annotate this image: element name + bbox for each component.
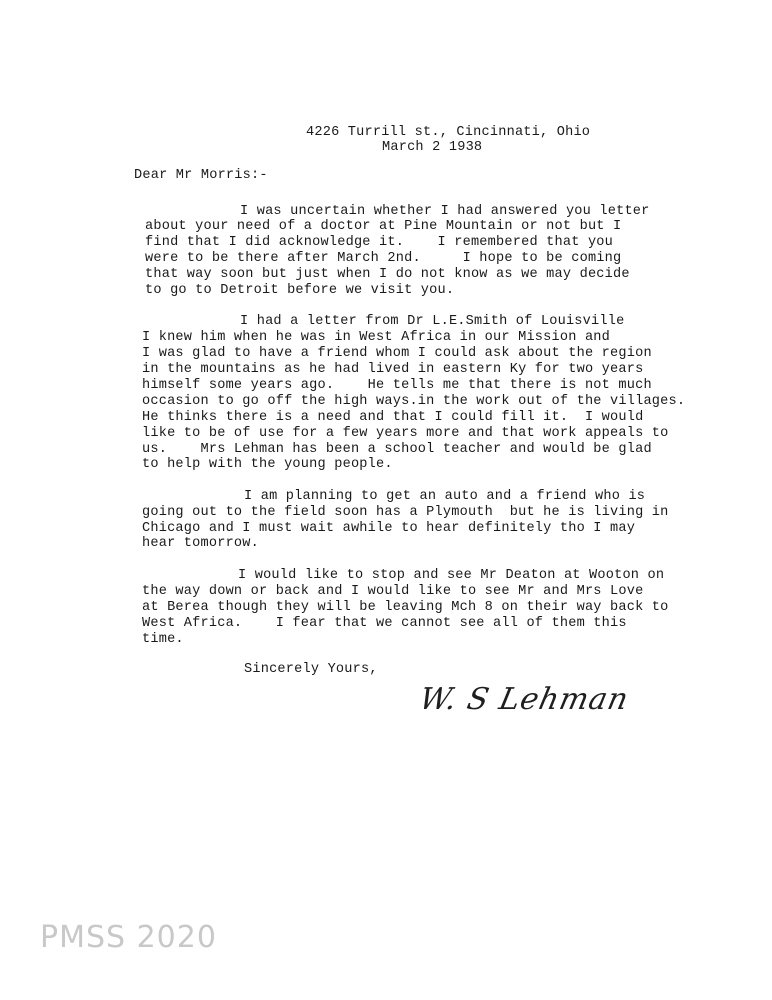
paragraph-1-line: that way soon but just when I do not know as we may decide	[145, 267, 630, 282]
paragraph-3-line: going out to the field soon has a Plymouth but he is living in	[142, 505, 669, 520]
handwritten-signature: W. S Lehman	[416, 682, 633, 717]
paragraph-1-line: find that I did acknowledge it. I remembered that you	[145, 235, 614, 250]
paragraph-3-line: I am planning to get an auto and a friend who is	[244, 489, 646, 504]
paragraph-3-line: Chicago and I must wait awhile to hear definitely tho I may	[142, 521, 636, 536]
paragraph-4-line: the way down or back and I would like to see Mr and Mrs Love	[142, 584, 644, 599]
paragraph-2-line: himself some years ago. He tells me that there is not much	[142, 378, 652, 393]
paragraph-3-line: hear tomorrow.	[142, 536, 260, 551]
paragraph-2-line: like to be of use for a few years more and that work appeals to	[142, 426, 669, 441]
archive-watermark: PMSS 2020	[40, 920, 217, 955]
paragraph-4-line: time.	[142, 632, 184, 647]
paragraph-4-line: at Berea though they will be leaving Mch 8 on their way back to	[142, 600, 669, 615]
letter-date: March 2 1938	[382, 140, 483, 155]
paragraph-1-line: were to be there after March 2nd. I hope to be coming	[145, 251, 622, 266]
salutation: Dear Mr Morris:-	[134, 168, 268, 183]
paragraph-1-line: to go to Detroit before we visit you.	[145, 283, 455, 298]
paragraph-2-line: us. Mrs Lehman has been a school teacher and would be glad	[142, 442, 652, 457]
paragraph-2-line: I had a letter from Dr L.E.Smith of Louisville	[240, 314, 625, 329]
paragraph-4-line: West Africa. I fear that we cannot see all of them this	[142, 616, 627, 631]
paragraph-1-line: about your need of a doctor at Pine Mountain or not but I	[145, 219, 622, 234]
closing: Sincerely Yours,	[244, 662, 378, 677]
paragraph-2-line: to help with the young people.	[142, 457, 393, 472]
paragraph-2-line: in the mountains as he had lived in eastern Ky for two years	[142, 362, 644, 377]
sender-address: 4226 Turrill st., Cincinnati, Ohio	[306, 125, 591, 140]
paragraph-2-line: He thinks there is a need and that I could fill it. I would	[142, 410, 644, 425]
paragraph-1-line: I was uncertain whether I had answered you letter	[240, 204, 650, 219]
paragraph-4-line: I would like to stop and see Mr Deaton at Wooton on	[238, 568, 665, 583]
paragraph-2-line: occasion to go off the high ways.in the work out of the villages.	[142, 394, 686, 409]
paragraph-2-line: I knew him when he was in West Africa in our Mission and	[142, 330, 611, 345]
paragraph-2-line: I was glad to have a friend whom I could ask about the region	[142, 346, 652, 361]
